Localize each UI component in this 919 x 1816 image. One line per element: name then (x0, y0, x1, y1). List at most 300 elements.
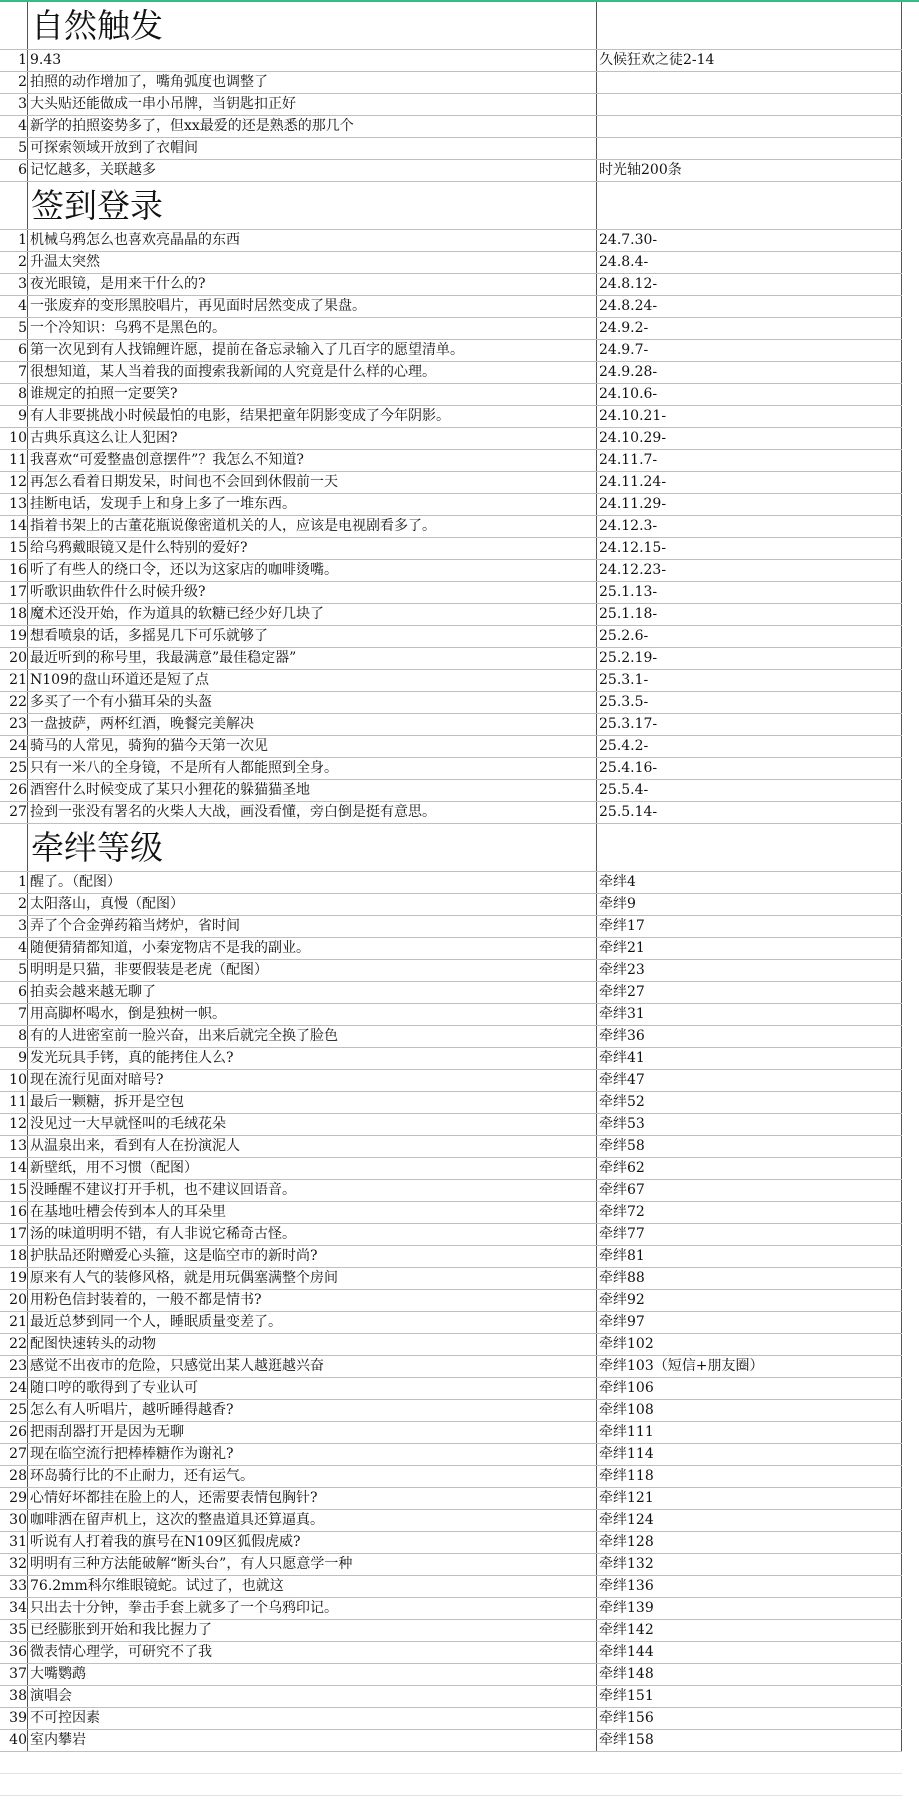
table-row (0, 450, 902, 472)
content-cell[interactable]: 大头贴还能做成一串小吊牌，当钥匙扣正好 (28, 94, 597, 116)
table-row (0, 1004, 902, 1026)
spreadsheet-body (0, 2, 902, 1796)
content-cell[interactable]: 一盘披萨，两杯红酒，晚餐完美解决 (28, 714, 597, 736)
row-number: 14 (0, 1158, 28, 1180)
note-cell[interactable]: 牵绊132 (597, 1554, 902, 1576)
note-cell[interactable]: 24.7.30- (597, 230, 902, 252)
content-cell[interactable]: 随便猜猜都知道，小秦宠物店不是我的副业。 (28, 938, 597, 960)
note-cell[interactable]: 牵绊58 (597, 1136, 902, 1158)
row-number: 14 (0, 516, 28, 538)
content-cell[interactable]: 咖啡洒在留声机上，这次的整蛊道具还算逼真。 (28, 1510, 597, 1532)
empty-row (0, 1752, 902, 1774)
content-cell[interactable]: 记忆越多，关联越多 (28, 160, 597, 182)
table-row (0, 916, 902, 938)
content-cell[interactable]: 已经膨胀到开始和我比握力了 (28, 1620, 597, 1642)
note-cell[interactable]: 牵绊108 (597, 1400, 902, 1422)
note-cell[interactable]: 24.8.4- (597, 252, 902, 274)
table-row (0, 1422, 902, 1444)
table-row (0, 50, 902, 72)
row-number: 22 (0, 692, 28, 714)
note-cell[interactable]: 牵绊156 (597, 1708, 902, 1730)
row-number: 27 (0, 1444, 28, 1466)
content-cell[interactable]: 不可控因素 (28, 1708, 597, 1730)
content-cell[interactable]: 最近总梦到同一个人，睡眠质量变差了。 (28, 1312, 597, 1334)
note-cell[interactable]: 牵绊53 (597, 1114, 902, 1136)
table-row (0, 428, 902, 450)
note-cell[interactable]: 牵绊88 (597, 1268, 902, 1290)
note-cell[interactable]: 牵绊9 (597, 894, 902, 916)
note-cell[interactable]: 牵绊114 (597, 1444, 902, 1466)
table-row (0, 736, 902, 758)
note-cell[interactable]: 牵绊27 (597, 982, 902, 1004)
row-number: 7 (0, 1004, 28, 1026)
table-row (0, 1312, 902, 1334)
content-cell[interactable]: 古典乐真这么让人犯困? (28, 428, 597, 450)
content-cell[interactable]: 魔术还没开始，作为道具的软糖已经少好几块了 (28, 604, 597, 626)
content-cell[interactable]: 最近听到的称号里，我最满意”最佳稳定器” (28, 648, 597, 670)
table-row (0, 340, 902, 362)
content-cell[interactable]: 很想知道，某人当着我的面搜索我新闻的人究竟是什么样的心理。 (28, 362, 597, 384)
note-cell[interactable]: 牵绊77 (597, 1224, 902, 1246)
content-cell[interactable]: 拍照的动作增加了，嘴角弧度也调整了 (28, 72, 597, 94)
note-cell[interactable]: 牵绊111 (597, 1422, 902, 1444)
section-header-row (0, 824, 902, 872)
row-number: 3 (0, 274, 28, 296)
row-number: 21 (0, 1312, 28, 1334)
note-cell[interactable]: 牵绊148 (597, 1664, 902, 1686)
row-number: 24 (0, 736, 28, 758)
content-cell[interactable]: 心情好坏都挂在脸上的人，还需要表情包胸针? (28, 1488, 597, 1510)
content-cell[interactable]: 有人非要挑战小时候最怕的电影，结果把童年阴影变成了今年阴影。 (28, 406, 597, 428)
section-header-row (0, 182, 902, 230)
row-number: 17 (0, 1224, 28, 1246)
row-number: 15 (0, 538, 28, 560)
content-cell[interactable]: 再怎么看着日期发呆，时间也不会回到休假前一天 (28, 472, 597, 494)
content-cell[interactable]: 只出去十分钟，拳击手套上就多了一个乌鸦印记。 (28, 1598, 597, 1620)
table-row (0, 1400, 902, 1422)
table-row (0, 604, 902, 626)
row-number: 28 (0, 1466, 28, 1488)
note-cell[interactable]: 牵绊158 (597, 1730, 902, 1752)
content-cell[interactable]: 演唱会 (28, 1686, 597, 1708)
row-number: 3 (0, 94, 28, 116)
row-number: 4 (0, 296, 28, 318)
row-number: 15 (0, 1180, 28, 1202)
note-cell[interactable]: 25.5.14- (597, 802, 902, 824)
note-cell[interactable]: 25.3.17- (597, 714, 902, 736)
note-cell[interactable]: 牵绊121 (597, 1488, 902, 1510)
note-cell[interactable]: 牵绊128 (597, 1532, 902, 1554)
content-cell[interactable]: 现在流行见面对暗号? (28, 1070, 597, 1092)
note-cell[interactable]: 25.2.6- (597, 626, 902, 648)
table-row (0, 72, 902, 94)
row-number: 10 (0, 428, 28, 450)
content-cell[interactable]: 一个冷知识：乌鸦不是黑色的。 (28, 318, 597, 340)
row-number: 29 (0, 1488, 28, 1510)
row-number: 25 (0, 1400, 28, 1422)
table-row (0, 1620, 902, 1642)
note-cell[interactable]: 24.12.23- (597, 560, 902, 582)
row-number: 39 (0, 1708, 28, 1730)
table-row (0, 296, 902, 318)
content-cell[interactable]: 室内攀岩 (28, 1730, 597, 1752)
note-cell[interactable]: 牵绊31 (597, 1004, 902, 1026)
section-note-cell[interactable] (597, 182, 902, 230)
row-number: 9 (0, 1048, 28, 1070)
note-cell[interactable]: 24.11.29- (597, 494, 902, 516)
table-row (0, 1202, 902, 1224)
content-cell[interactable]: 发光玩具手铐，真的能拷住人么? (28, 1048, 597, 1070)
empty-cell[interactable] (28, 1774, 597, 1796)
note-cell[interactable]: 24.8.24- (597, 296, 902, 318)
table-row (0, 1378, 902, 1400)
section-title[interactable]: 自然触发 (28, 2, 597, 50)
note-cell[interactable]: 牵绊23 (597, 960, 902, 982)
content-cell[interactable]: 只有一米八的全身镜，不是所有人都能照到全身。 (28, 758, 597, 780)
note-cell[interactable]: 牵绊81 (597, 1246, 902, 1268)
row-number: 18 (0, 1246, 28, 1268)
content-cell[interactable]: 听歌识曲软件什么时候升级? (28, 582, 597, 604)
row-number: 21 (0, 670, 28, 692)
table-row (0, 1114, 902, 1136)
row-number: 2 (0, 72, 28, 94)
table-row (0, 1048, 902, 1070)
content-cell[interactable]: 夜光眼镜，是用来干什么的? (28, 274, 597, 296)
note-cell[interactable]: 牵绊144 (597, 1642, 902, 1664)
table-row (0, 406, 902, 428)
content-cell[interactable]: 听说有人打着我的旗号在N109区狐假虎威? (28, 1532, 597, 1554)
note-cell[interactable]: 牵绊124 (597, 1510, 902, 1532)
content-cell[interactable]: 用粉色信封装着的，一般不都是情书? (28, 1290, 597, 1312)
table-row (0, 670, 902, 692)
section-note-cell[interactable] (597, 824, 902, 872)
section-note-cell[interactable] (597, 2, 902, 50)
row-number: 19 (0, 1268, 28, 1290)
section-title[interactable]: 签到登录 (28, 182, 597, 230)
table-row (0, 1180, 902, 1202)
note-cell[interactable]: 24.9.2- (597, 318, 902, 340)
content-cell[interactable]: 从温泉出来，看到有人在扮演泥人 (28, 1136, 597, 1158)
row-number: 12 (0, 472, 28, 494)
table-row (0, 802, 902, 824)
content-cell[interactable]: 配图快速转头的动物 (28, 1334, 597, 1356)
table-row (0, 1070, 902, 1092)
row-number: 16 (0, 1202, 28, 1224)
content-cell[interactable]: 酒窖什么时候变成了某只小狸花的躲猫猫圣地 (28, 780, 597, 802)
table-row (0, 714, 902, 736)
table-row (0, 274, 902, 296)
table-row (0, 1510, 902, 1532)
row-number: 8 (0, 1026, 28, 1048)
content-cell[interactable]: 太阳落山，真慢（配图） (28, 894, 597, 916)
content-cell[interactable]: 新壁纸，用不习惯（配图） (28, 1158, 597, 1180)
note-cell[interactable]: 25.5.4- (597, 780, 902, 802)
table-row (0, 1554, 902, 1576)
empty-cell[interactable] (597, 1774, 902, 1796)
note-cell[interactable]: 牵绊72 (597, 1202, 902, 1224)
content-cell[interactable]: 把雨刮器打开是因为无聊 (28, 1422, 597, 1444)
table-row (0, 384, 902, 406)
row-number: 7 (0, 362, 28, 384)
row-number: 33 (0, 1576, 28, 1598)
row-number: 25 (0, 758, 28, 780)
note-cell[interactable]: 牵绊118 (597, 1466, 902, 1488)
table-row (0, 582, 902, 604)
section-title[interactable]: 牵绊等级 (28, 824, 597, 872)
row-number: 26 (0, 780, 28, 802)
table-row (0, 894, 902, 916)
table-row (0, 938, 902, 960)
note-cell[interactable]: 牵绊97 (597, 1312, 902, 1334)
table-row (0, 872, 902, 894)
row-number-cell (0, 824, 28, 872)
row-number: 13 (0, 494, 28, 516)
content-cell[interactable]: 新学的拍照姿势多了，但xx最爱的还是熟悉的那几个 (28, 116, 597, 138)
note-cell[interactable]: 牵绊41 (597, 1048, 902, 1070)
content-cell[interactable]: 原来有人气的装修风格，就是用玩偶塞满整个房间 (28, 1268, 597, 1290)
row-number: 11 (0, 450, 28, 472)
table-row (0, 1466, 902, 1488)
content-cell[interactable]: 谁规定的拍照一定要笑? (28, 384, 597, 406)
note-cell[interactable]: 牵绊142 (597, 1620, 902, 1642)
empty-cell[interactable] (28, 1752, 597, 1774)
content-cell[interactable]: 76.2mm科尔维眼镜蛇。试过了，也就这 (28, 1576, 597, 1598)
row-number: 11 (0, 1092, 28, 1114)
table-row (0, 982, 902, 1004)
row-number: 32 (0, 1554, 28, 1576)
empty-cell[interactable] (597, 1752, 902, 1774)
table-row (0, 94, 902, 116)
note-cell[interactable]: 25.2.19- (597, 648, 902, 670)
table-row (0, 1158, 902, 1180)
table-row (0, 362, 902, 384)
note-cell[interactable]: 25.3.5- (597, 692, 902, 714)
content-cell[interactable]: 在基地吐槽会传到本人的耳朵里 (28, 1202, 597, 1224)
row-number: 9 (0, 406, 28, 428)
note-cell[interactable]: 25.1.13- (597, 582, 902, 604)
row-number: 12 (0, 1114, 28, 1136)
content-cell[interactable]: 给乌鸦戴眼镜又是什么特别的爱好? (28, 538, 597, 560)
content-cell[interactable]: 随口哼的歌得到了专业认可 (28, 1378, 597, 1400)
table-row (0, 1686, 902, 1708)
row-number-cell (0, 182, 28, 230)
row-number: 16 (0, 560, 28, 582)
table-row (0, 1444, 902, 1466)
note-cell[interactable]: 牵绊62 (597, 1158, 902, 1180)
table-row (0, 758, 902, 780)
table-row (0, 1598, 902, 1620)
note-cell[interactable] (597, 72, 902, 94)
content-cell[interactable]: 听了有些人的绕口令，还以为这家店的咖啡烫嘴。 (28, 560, 597, 582)
row-number: 3 (0, 916, 28, 938)
content-cell[interactable]: 没睡醒不建议打开手机，也不建议回语音。 (28, 1180, 597, 1202)
empty-row (0, 1774, 902, 1796)
row-number: 18 (0, 604, 28, 626)
table-row (0, 1488, 902, 1510)
note-cell[interactable]: 牵绊92 (597, 1290, 902, 1312)
table-row (0, 116, 902, 138)
note-cell[interactable]: 24.9.28- (597, 362, 902, 384)
content-cell[interactable]: 弄了个合金弹药箱当烤炉，省时间 (28, 916, 597, 938)
table-row (0, 1664, 902, 1686)
table-row (0, 648, 902, 670)
content-cell[interactable]: 没见过一大早就怪叫的毛绒花朵 (28, 1114, 597, 1136)
content-cell[interactable]: 有的人进密室前一脸兴奋，出来后就完全换了脸色 (28, 1026, 597, 1048)
row-number: 26 (0, 1422, 28, 1444)
content-cell[interactable]: 我喜欢“可爱整蛊创意摆件”？我怎么不知道? (28, 450, 597, 472)
content-cell[interactable]: 护肤品还附赠爱心头箍，这是临空市的新时尚? (28, 1246, 597, 1268)
row-number: 35 (0, 1620, 28, 1642)
row-number: 5 (0, 318, 28, 340)
table-row (0, 1246, 902, 1268)
table-row (0, 138, 902, 160)
table-row (0, 538, 902, 560)
note-cell[interactable] (597, 116, 902, 138)
note-cell[interactable]: 24.10.21- (597, 406, 902, 428)
row-number: 8 (0, 384, 28, 406)
content-cell[interactable]: 现在临空流行把棒棒糖作为谢礼? (28, 1444, 597, 1466)
note-cell[interactable]: 牵绊106 (597, 1378, 902, 1400)
table-row (0, 1092, 902, 1114)
content-cell[interactable]: 机械乌鸦怎么也喜欢亮晶晶的东西 (28, 230, 597, 252)
table-row (0, 494, 902, 516)
note-cell[interactable]: 牵绊52 (597, 1092, 902, 1114)
table-row (0, 230, 902, 252)
content-cell[interactable]: 明明有三种方法能破解“断头台”，有人只愿意学一种 (28, 1554, 597, 1576)
content-cell[interactable]: 最后一颗糖，拆开是空包 (28, 1092, 597, 1114)
content-cell[interactable]: 用高脚杯喝水，倒是独树一帜。 (28, 1004, 597, 1026)
note-cell[interactable]: 牵绊4 (597, 872, 902, 894)
note-cell[interactable]: 24.8.12- (597, 274, 902, 296)
row-number: 17 (0, 582, 28, 604)
note-cell[interactable]: 25.1.18- (597, 604, 902, 626)
note-cell[interactable]: 24.9.7- (597, 340, 902, 362)
content-cell[interactable]: 感觉不出夜市的危险，只感觉出某人越逛越兴奋 (28, 1356, 597, 1378)
content-cell[interactable]: 一张废弃的变形黑胶唱片，再见面时居然变成了果盘。 (28, 296, 597, 318)
row-number: 10 (0, 1070, 28, 1092)
row-number: 20 (0, 648, 28, 670)
row-number: 40 (0, 1730, 28, 1752)
content-cell[interactable]: 拍卖会越来越无聊了 (28, 982, 597, 1004)
table-row (0, 626, 902, 648)
row-number: 22 (0, 1334, 28, 1356)
content-cell[interactable]: 大嘴鹦鹉 (28, 1664, 597, 1686)
row-number: 34 (0, 1598, 28, 1620)
table-row (0, 1356, 902, 1378)
content-cell[interactable]: 汤的味道明明不错，有人非说它稀奇古怪。 (28, 1224, 597, 1246)
note-cell[interactable]: 25.3.1- (597, 670, 902, 692)
row-number: 13 (0, 1136, 28, 1158)
row-number-cell (0, 1752, 28, 1774)
note-cell[interactable]: 牵绊36 (597, 1026, 902, 1048)
content-cell[interactable]: 环岛骑行比的不止耐力，还有运气。 (28, 1466, 597, 1488)
content-cell[interactable]: 第一次见到有人找锦鲤许愿，提前在备忘录输入了几百字的愿望清单。 (28, 340, 597, 362)
table-row (0, 1224, 902, 1246)
note-cell[interactable]: 24.11.24- (597, 472, 902, 494)
note-cell[interactable] (597, 94, 902, 116)
note-cell[interactable]: 时光轴200条 (597, 160, 902, 182)
table-row (0, 960, 902, 982)
row-number-cell (0, 1774, 28, 1796)
note-cell[interactable]: 牵绊102 (597, 1334, 902, 1356)
note-cell[interactable]: 牵绊151 (597, 1686, 902, 1708)
note-cell[interactable]: 牵绊67 (597, 1180, 902, 1202)
row-number: 1 (0, 50, 28, 72)
content-cell[interactable]: 指着书架上的古董花瓶说像密道机关的人，应该是电视剧看多了。 (28, 516, 597, 538)
note-cell[interactable]: 牵绊103（短信+朋友圈） (597, 1356, 902, 1378)
table-row (0, 560, 902, 582)
row-number: 6 (0, 160, 28, 182)
content-cell[interactable]: 多买了一个有小猫耳朵的头盔 (28, 692, 597, 714)
note-cell[interactable]: 牵绊47 (597, 1070, 902, 1092)
content-cell[interactable]: 怎么有人听唱片，越听睡得越香? (28, 1400, 597, 1422)
note-cell[interactable]: 牵绊139 (597, 1598, 902, 1620)
row-number: 2 (0, 252, 28, 274)
table-row (0, 160, 902, 182)
table-row (0, 692, 902, 714)
table-row (0, 1026, 902, 1048)
table-row (0, 1290, 902, 1312)
note-cell[interactable]: 24.11.7- (597, 450, 902, 472)
content-cell[interactable]: 想看喷泉的话，多摇晃几下可乐就够了 (28, 626, 597, 648)
note-cell[interactable]: 24.10.6- (597, 384, 902, 406)
note-cell[interactable]: 牵绊136 (597, 1576, 902, 1598)
note-cell[interactable]: 24.10.29- (597, 428, 902, 450)
note-cell[interactable] (597, 138, 902, 160)
content-cell[interactable]: 升温太突然 (28, 252, 597, 274)
row-number: 1 (0, 872, 28, 894)
row-number: 23 (0, 1356, 28, 1378)
row-number: 4 (0, 116, 28, 138)
table-row (0, 318, 902, 340)
table-row (0, 1576, 902, 1598)
content-cell[interactable]: 挂断电话，发现手上和身上多了一堆东西。 (28, 494, 597, 516)
content-cell[interactable]: 醒了。（配图） (28, 872, 597, 894)
row-number: 24 (0, 1378, 28, 1400)
table-row (0, 1136, 902, 1158)
table-row (0, 1708, 902, 1730)
content-cell[interactable]: 明明是只猫，非要假装是老虎（配图） (28, 960, 597, 982)
content-cell[interactable]: 微表情心理学，可研究不了我 (28, 1642, 597, 1664)
row-number: 5 (0, 138, 28, 160)
note-cell[interactable]: 牵绊17 (597, 916, 902, 938)
content-cell[interactable]: N109的盘山环道还是短了点 (28, 670, 597, 692)
row-number: 6 (0, 982, 28, 1004)
content-cell[interactable]: 捡到一张没有署名的火柴人大战，画没看懂，旁白倒是挺有意思。 (28, 802, 597, 824)
section-header-row (0, 2, 902, 50)
row-number: 37 (0, 1664, 28, 1686)
row-number: 4 (0, 938, 28, 960)
row-number: 36 (0, 1642, 28, 1664)
spreadsheet-table (0, 2, 902, 1796)
table-row (0, 516, 902, 538)
content-cell[interactable]: 可探索领域开放到了衣帽间 (28, 138, 597, 160)
row-number: 23 (0, 714, 28, 736)
note-cell[interactable]: 牵绊21 (597, 938, 902, 960)
note-cell[interactable]: 24.12.15- (597, 538, 902, 560)
table-row (0, 1730, 902, 1752)
note-cell[interactable]: 25.4.2- (597, 736, 902, 758)
row-number: 5 (0, 960, 28, 982)
row-number: 30 (0, 1510, 28, 1532)
content-cell[interactable]: 9.43 (28, 50, 597, 72)
note-cell[interactable]: 25.4.16- (597, 758, 902, 780)
note-cell[interactable]: 24.12.3- (597, 516, 902, 538)
content-cell[interactable]: 骑马的人常见，骑狗的猫今天第一次见 (28, 736, 597, 758)
row-number: 19 (0, 626, 28, 648)
note-cell[interactable]: 久候狂欢之徒2-14 (597, 50, 902, 72)
table-row (0, 1532, 902, 1554)
